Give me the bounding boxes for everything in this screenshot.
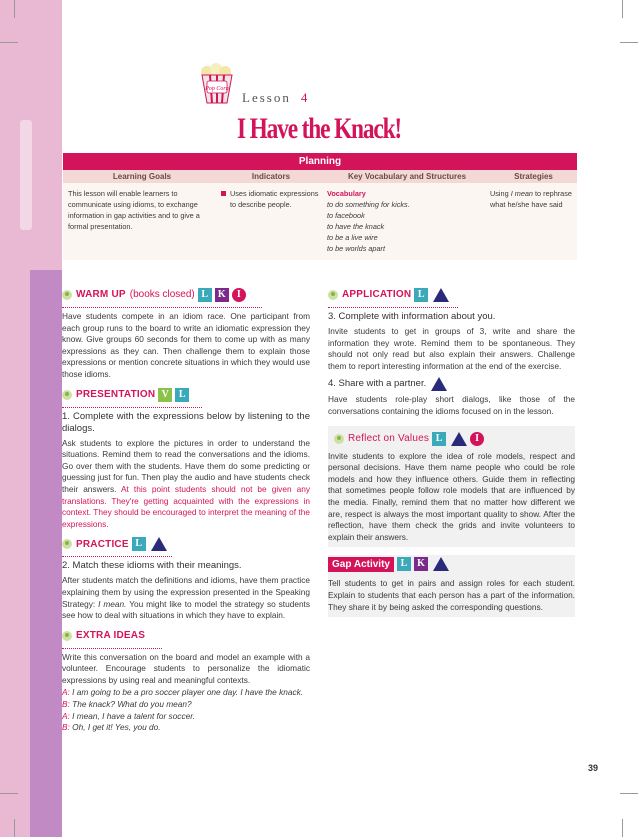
practice-heading xyxy=(62,535,172,557)
kinesthetic-badge-icon: K xyxy=(215,288,229,302)
crop-mark xyxy=(0,42,18,43)
column-strategies: Strategies xyxy=(514,172,553,181)
crop-mark xyxy=(622,0,623,18)
warmup-heading xyxy=(62,286,262,308)
gap-text: Tell students to get in pairs and assign roles for each student. Explain to students that each person has a part of the information. They share it by being asked the corresponding questions. xyxy=(328,578,575,612)
crop-mark xyxy=(620,793,638,794)
intrapersonal-badge-icon: I xyxy=(470,432,484,446)
page-title: I Have the Knack! xyxy=(237,112,402,145)
dialog-text: The knack? What do you mean? xyxy=(72,699,192,710)
vocabulary-list xyxy=(327,199,487,254)
reflect-box xyxy=(328,426,575,548)
indicators-text: Uses idiomatic expressions to describe people. xyxy=(230,189,319,209)
vocabulary-title: Vocabulary xyxy=(327,189,366,198)
column-learning-goals: Learning Goals xyxy=(112,172,172,181)
crop-mark xyxy=(622,819,623,837)
page-number: 39 xyxy=(588,763,599,773)
presentation-text xyxy=(62,438,310,531)
presentation-heading xyxy=(62,386,202,408)
right-column xyxy=(328,286,575,617)
application-title: APPLICATION xyxy=(342,289,412,301)
planning-header: Planning xyxy=(63,153,577,170)
listening-badge-icon: L xyxy=(432,432,446,446)
dialog-speaker: B: xyxy=(62,699,70,710)
dialog xyxy=(62,687,310,733)
bulb-icon xyxy=(334,434,344,444)
application-heading xyxy=(328,286,458,308)
practice-text xyxy=(62,575,310,621)
page-margin-band xyxy=(0,0,62,837)
margin-tab xyxy=(20,120,32,230)
indicators-cell xyxy=(216,188,321,254)
item3-heading: 3. Complete with information about you. xyxy=(328,311,496,322)
bulb-icon xyxy=(62,390,72,400)
item4-heading-row xyxy=(328,377,575,391)
dialog-line xyxy=(62,711,310,723)
intrapersonal-badge-icon: I xyxy=(232,288,246,302)
crop-mark xyxy=(14,819,15,837)
presentation-body: Ask students to explore the pictures in order to understand the situations. Remind them to read the conversations and the idioms. Go over them with the students. Have them do some predicting or guessing just for fun. Then play the audio and have students check their answers. xyxy=(62,437,310,494)
dialog-speaker: A: xyxy=(62,710,70,721)
listening-badge-icon: L xyxy=(198,288,212,302)
reflect-title: Reflect on Values xyxy=(348,432,430,444)
item4-heading: 4. Share with a partner. xyxy=(328,378,427,390)
practice-subheading: 2. Match these idioms with their meanings. xyxy=(62,560,242,572)
strategies-italic: I mean xyxy=(510,189,533,198)
listening-badge-icon: L xyxy=(397,557,411,571)
vocab-item: to facebook xyxy=(327,211,365,220)
bullet-icon xyxy=(221,191,226,196)
practice-title: PRACTICE xyxy=(76,538,129,550)
item3-text: Invite students to get in groups of 3, write and share the information they wrote. Remind them to be spontaneous. They should not only read but also explain their answers. Challenge them to report interesting information at the end of the exercise. xyxy=(328,326,575,371)
dialog-line xyxy=(62,722,310,734)
reflect-heading xyxy=(328,430,575,448)
lesson-number: 4 xyxy=(300,90,310,105)
kinesthetic-badge-icon: K xyxy=(414,557,428,571)
presentation-subheading: 1. Complete with the expressions below by listening to the dialogs. xyxy=(62,410,310,434)
dialog-text: Oh, I get it! Yes, you do. xyxy=(72,722,161,733)
planning-columns xyxy=(63,170,577,183)
presentation-title: PRESENTATION xyxy=(76,388,156,400)
listening-badge-icon: L xyxy=(414,288,428,302)
left-column xyxy=(62,286,310,734)
dialog-text: I am going to be a pro soccer player one day. I have the knack. xyxy=(72,687,304,698)
strategies-prefix: Using xyxy=(490,189,509,198)
column-vocabulary: Key Vocabulary and Structures xyxy=(347,172,467,181)
planning-table xyxy=(63,153,577,260)
listening-badge-icon: L xyxy=(175,388,189,402)
listening-badge-icon: L xyxy=(132,537,146,551)
strategies-text xyxy=(487,188,577,254)
planning-body xyxy=(63,183,577,260)
extra-title: EXTRA IDEAS xyxy=(76,629,146,641)
dialog-line xyxy=(62,687,310,699)
lesson-word: Lesson xyxy=(242,90,291,105)
vocab-item: to do something for kicks. xyxy=(327,200,410,209)
extra-heading xyxy=(62,627,162,649)
bulb-icon xyxy=(62,539,72,549)
interpersonal-badge-icon xyxy=(451,432,467,446)
lesson-label xyxy=(242,90,309,106)
gap-title: Gap Activity xyxy=(328,557,394,573)
dialog-line xyxy=(62,699,310,711)
strategies-suffix: to rephrase what he/she have said xyxy=(490,189,572,209)
presentation-note: At this point students should not be given any translations. They're getting acquainted with the expressions in context. They should be encouraged to interpret the meaning of the expressions. xyxy=(62,483,310,529)
extra-text: Write this conversation on the board and model an example with a volunteer. Encourage students to personalize the idiomatic expressions by using real and meaningful contexts. xyxy=(62,651,310,685)
visual-badge-icon: V xyxy=(158,388,172,402)
vocab-item: to be worlds apart xyxy=(327,244,386,253)
dialog-speaker: A: xyxy=(62,687,70,698)
practice-body-a: After students match the definitions and idioms, have them practice explaining them by using the expression presented in the Speaking Strategy: xyxy=(62,575,310,609)
interpersonal-badge-icon xyxy=(431,377,447,391)
practice-body-b: You might like to model the strategy so students see how to deal with situations in which they have to explain. xyxy=(62,598,311,621)
dialog-text: I mean, I have a talent for soccer. xyxy=(72,710,195,721)
dialog-speaker: B: xyxy=(62,722,70,733)
popcorn-icon xyxy=(198,63,236,105)
gap-heading xyxy=(328,555,575,573)
interpersonal-badge-icon xyxy=(433,557,449,571)
popcorn-label: Pop Corn xyxy=(205,86,229,92)
warmup-title: WARM UP xyxy=(76,289,126,301)
interpersonal-badge-icon xyxy=(433,288,449,302)
reflect-text: Invite students to explore the idea of role models, respect and personal decisions. Have them name people who could be role models and how they influence others. Guide them in reflecting that sometimes people follow role models that are influenced by the media. Finally, remind them that no matter how different we are, respect is always the most important quality to show. After the reflection, have them check the grids and invite volunteers to explain their answers. xyxy=(328,450,575,542)
vocabulary-cell xyxy=(321,188,487,254)
warmup-sub: (books closed) xyxy=(129,289,195,301)
learning-goals-text: This lesson will enable learners to communicate using idioms, to exchange information in gap activities and to give a formal presentation. xyxy=(68,189,200,231)
interpersonal-badge-icon xyxy=(151,537,167,551)
column-indicators: Indicators xyxy=(251,172,291,181)
bulb-icon xyxy=(62,631,72,641)
gap-box xyxy=(328,555,575,617)
crop-mark xyxy=(0,793,18,794)
bulb-icon xyxy=(328,290,338,300)
warmup-text: Have students compete in an idiom race. One participant from each group runs to the board to write an idiomatic expression they know. Give groups 60 seconds for them to come up with as many expressions as they can. Then challenge them to explain those expressions or mention concrete situations in which they would use those idioms. xyxy=(62,311,310,379)
practice-italic: I mean. xyxy=(98,598,127,609)
vocab-item: to have the knack xyxy=(327,222,385,231)
bulb-icon xyxy=(62,290,72,300)
crop-mark xyxy=(14,0,15,18)
crop-mark xyxy=(620,42,638,43)
item4-text: Have students role-play short dialogs, like those of the conversations containing the idioms focused on in the lesson. xyxy=(328,394,575,416)
vocab-item: to be a live wire xyxy=(327,233,378,242)
margin-strip xyxy=(30,270,62,837)
